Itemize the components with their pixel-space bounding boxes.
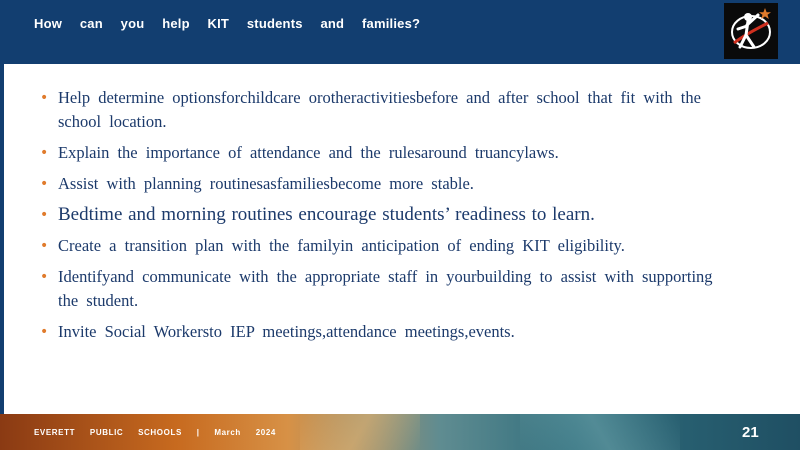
list-item	[40, 141, 740, 165]
bullet-dot-icon: •	[40, 269, 49, 285]
slide-title: How can you help KIT students and families?	[34, 16, 421, 31]
bullet-list-area	[40, 86, 740, 351]
list-item	[40, 320, 740, 344]
page-number: 21	[742, 424, 759, 441]
list-item-text: Assist with planning routinesasfamiliesbecome more stable.	[58, 174, 474, 193]
footer-decor-band	[300, 414, 420, 450]
list-item	[40, 265, 740, 313]
list-item-text: Invite Social Workersto IEP meetings,attendance meetings,events.	[58, 322, 515, 341]
bullet-dot-icon: •	[40, 324, 49, 340]
list-item-text: Create a transition plan with the familyin anticipation of ending KIT eligibility.	[58, 236, 625, 255]
bullet-dot-icon: •	[40, 238, 49, 254]
list-item-text: Help determine optionsforchildcare orotheractivitiesbefore and after school that fit with the school location.	[58, 88, 701, 131]
bullet-list	[40, 86, 740, 344]
bullet-dot-icon: •	[40, 90, 49, 106]
bullet-dot-icon: •	[40, 145, 49, 161]
logo	[724, 3, 778, 59]
list-item	[40, 86, 740, 134]
list-item-text: Identifyand communicate with the appropriate staff in yourbuilding to assist with supporting the student.	[58, 267, 713, 310]
list-item	[40, 203, 740, 227]
bullet-dot-icon: •	[40, 207, 49, 223]
person-reaching-star-logo-icon	[724, 3, 778, 59]
list-item	[40, 234, 740, 258]
footer-decor-band	[520, 414, 680, 450]
title-bar	[0, 0, 800, 64]
list-item-text: Explain the importance of attendance and the rulesaround truancylaws.	[58, 143, 559, 162]
footer-text: EVERETT PUBLIC SCHOOLS | March 2024	[34, 428, 276, 437]
list-item-text: Bedtime and morning routines encourage students’ readiness to learn.	[58, 204, 595, 225]
list-item	[40, 172, 740, 196]
left-accent-rule	[0, 64, 4, 414]
bullet-dot-icon: •	[40, 176, 49, 192]
